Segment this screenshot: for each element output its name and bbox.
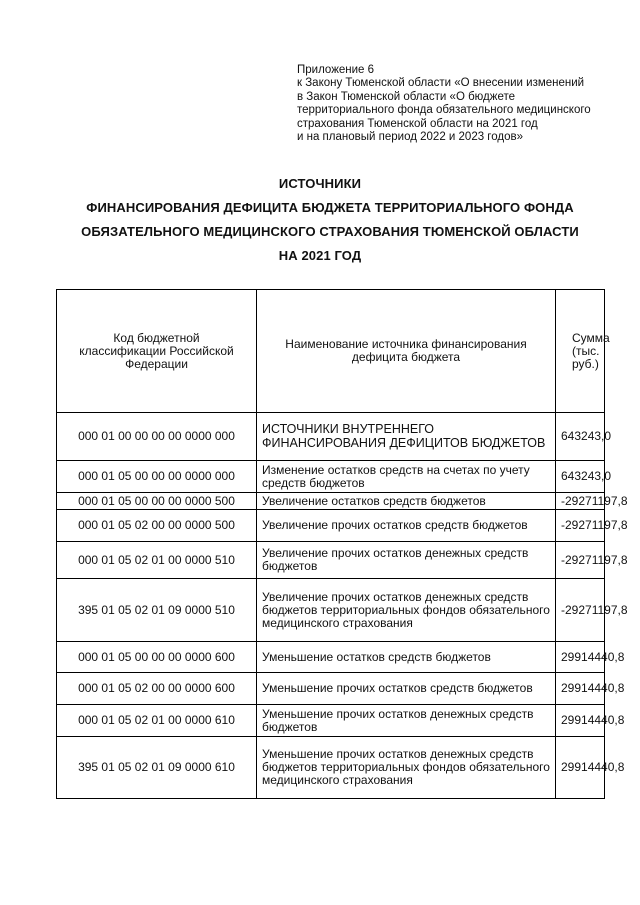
row-sum: 29914440,8 <box>556 673 605 705</box>
table-row <box>57 510 605 542</box>
document-title-line: ИСТОЧНИКИ <box>278 176 362 191</box>
row-code: 000 01 05 00 00 00 0000 000 <box>57 461 257 493</box>
appendix-line: к Закону Тюменской области «О внесении изменений <box>297 77 585 90</box>
document-title-line: ФИНАНСИРОВАНИЯ ДЕФИЦИТА БЮДЖЕТА ТЕРРИТОРИАЛЬНОГО ФОНДА <box>86 200 574 215</box>
table-row <box>57 673 605 705</box>
row-name: Уменьшение прочих остатков денежных средств бюджетов территориальных фондов обязательного медицинского страхования <box>257 737 556 799</box>
document-title-line: ОБЯЗАТЕЛЬНОГО МЕДИЦИНСКОГО СТРАХОВАНИЯ ТЮМЕНСКОЙ ОБЛАСТИ <box>81 224 579 239</box>
header-name: Наименование источника финансирования дефицита бюджета <box>257 290 556 413</box>
financing-sources-table <box>56 289 628 799</box>
row-name: Уменьшение прочих остатков средств бюджетов <box>257 673 556 705</box>
table-row <box>57 705 605 737</box>
appendix-line: Приложение 6 <box>297 64 375 76</box>
table-row <box>57 737 605 799</box>
table-row <box>57 579 605 642</box>
appendix-line: территориального фонда обязательного медицинского <box>297 104 591 117</box>
row-name: Увеличение остатков средств бюджетов <box>257 493 556 510</box>
row-code: 000 01 05 02 01 00 0000 610 <box>57 705 257 737</box>
header-code: Код бюджетной классификации Российской Федерации <box>57 290 257 413</box>
table-row <box>57 642 605 673</box>
row-sum: 29914440,8 <box>556 705 605 737</box>
row-name: Уменьшение остатков средств бюджетов <box>257 642 556 673</box>
appendix-line: и на плановый период 2022 и 2023 годов» <box>297 131 523 144</box>
table-row <box>57 413 605 461</box>
row-name: Уменьшение прочих остатков денежных средств бюджетов <box>257 705 556 737</box>
row-code: 395 01 05 02 01 09 0000 610 <box>57 737 257 799</box>
row-sum: 29914440,8 <box>556 737 605 799</box>
table-header-row <box>57 290 605 413</box>
table-row <box>57 493 605 510</box>
row-sum: 29914440,8 <box>556 642 605 673</box>
row-code: 000 01 05 00 00 00 0000 600 <box>57 642 257 673</box>
row-name: Увеличение прочих остатков денежных средств бюджетов территориальных фондов обязательного медицинского страхования <box>257 579 556 642</box>
row-code: 000 01 05 02 00 00 0000 600 <box>57 673 257 705</box>
row-sum: -29271197,8 <box>556 510 605 542</box>
row-code: 000 01 05 00 00 00 0000 500 <box>57 493 257 510</box>
row-code: 000 01 05 02 01 00 0000 510 <box>57 542 257 579</box>
row-name: ИСТОЧНИКИ ВНУТРЕННЕГО ФИНАНСИРОВАНИЯ ДЕФИЦИТОВ БЮДЖЕТОВ <box>257 413 556 461</box>
row-sum: -29271197,8 <box>556 542 605 579</box>
row-name: Увеличение прочих остатков денежных средств бюджетов <box>257 542 556 579</box>
row-name: Изменение остатков средств на счетах по учету средств бюджетов <box>257 461 556 493</box>
row-name: Увеличение прочих остатков средств бюджетов <box>257 510 556 542</box>
appendix-line: в Закон Тюменской области «О бюджете <box>297 90 515 103</box>
row-sum: -29271197,8 <box>556 493 605 510</box>
row-sum: -29271197,8 <box>556 579 605 642</box>
row-code: 000 01 00 00 00 00 0000 000 <box>57 413 257 461</box>
appendix-line: страхования Тюменской области на 2021 год <box>297 117 538 130</box>
row-code: 000 01 05 02 00 00 0000 500 <box>57 510 257 542</box>
appendix-note <box>297 64 617 144</box>
document-title-line: НА 2021 ГОД <box>278 248 362 263</box>
row-sum: 643243,0 <box>556 461 605 493</box>
table-row <box>57 542 605 579</box>
table-row <box>57 461 605 493</box>
row-code: 395 01 05 02 01 09 0000 510 <box>57 579 257 642</box>
row-sum: 643243,0 <box>556 413 605 461</box>
header-sum: Сумма (тыс. руб.) <box>556 290 605 413</box>
